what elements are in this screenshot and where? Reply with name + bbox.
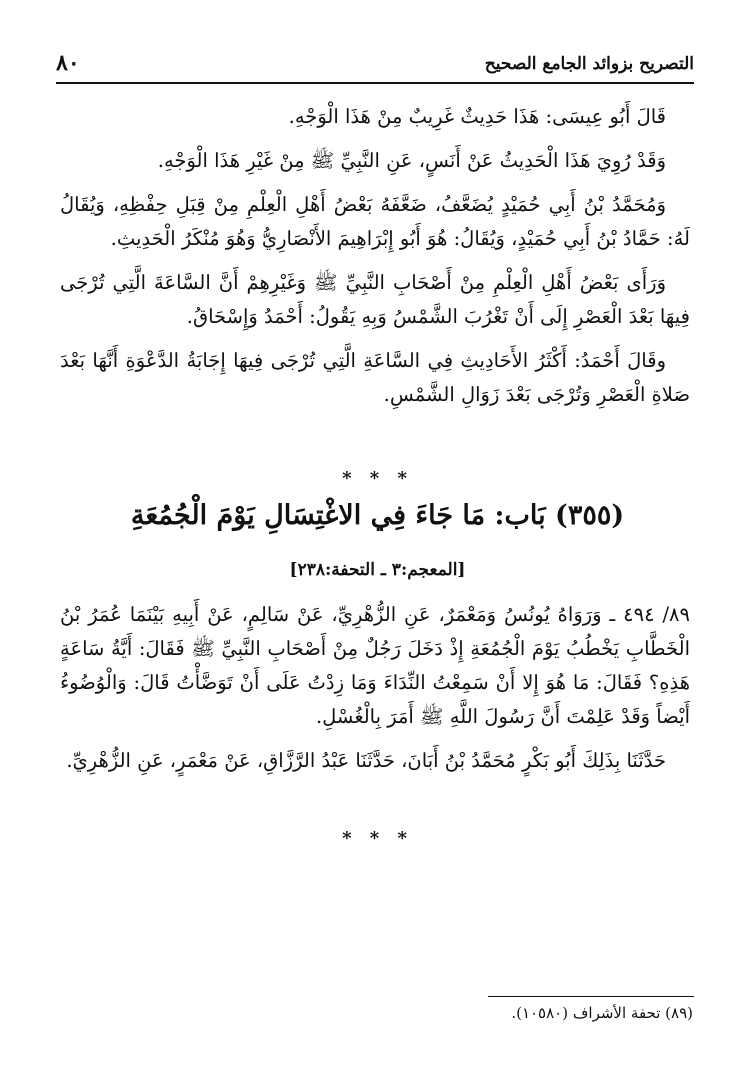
footnote: (٨٩) تحفة الأشراف (١٠٥٨٠).: [511, 1004, 693, 1022]
hadith-chain: حَدَّثَنَا بِذَلِكَ أَبُو بَكْرٍ مُحَمَّدُ بْنُ أَبَانَ، حَدَّثَنَا عَبْدُ الرَّزَّاقِ، عَنْ مَعْمَرٍ، عَنِ الزُّهْرِيِّ.: [66, 749, 666, 772]
chapter-reference: [المعجم:٣ ـ التحفة:٢٣٨]: [289, 560, 466, 580]
main-text-hadith: [60, 598, 690, 778]
paragraph: وَرَأَى بَعْضُ أَهْلِ الْعِلْمِ مِنْ أَصْحَابِ النَّبِيِّ ﷺ وَغَيْرِهِمْ أَنَّ السَّاعَةَ الَّتِي تُرْجَى فِيهَا بَعْدَ الْعَصْرِ إِلَى أَنْ تَغْرُبَ الشَّمْسُ وَبِهِ يَقُولُ: أَحْمَدُ وَإِسْحَاقُ.: [60, 271, 690, 328]
paragraph: وَقَدْ رُوِيَ هَذَا الْحَدِيثُ عَنْ أَنَسٍ، عَنِ النَّبِيِّ ﷺ مِنْ غَيْرِ هَذَا الْوَجْهِ.: [157, 149, 666, 172]
page-header: [56, 48, 694, 84]
section-separator: * * *: [342, 828, 413, 849]
section-separator: * * *: [342, 468, 413, 489]
chapter-title: (٣٥٥) بَاب: مَا جَاءَ فِي الاغْتِسَالِ يَوْمَ الْجُمُعَةِ: [130, 500, 625, 531]
paragraph: وقَالَ أَحْمَدُ: أَكْثَرُ الأَحَادِيثِ فِي السَّاعَةِ الَّتِي تُرْجَى فِيهَا إِجَابَةُ الدَّعْوَةِ أَنَّهَا بَعْدَ صَلاةِ الْعَصْرِ وَتُرْجَى بَعْدَ زَوَالِ الشَّمْسِ.: [60, 349, 690, 406]
paragraph: قَالَ أَبُو عِيسَى: هَذَا حَدِيثٌ غَرِيبٌ مِنْ هَذَا الْوَجْهِ.: [288, 105, 666, 128]
page-number: ٨٠: [56, 50, 80, 76]
hadith-text: ٨٩/ ٤٩٤ ـ وَرَوَاهُ يُونُسُ وَمَعْمَرٌ، عَنِ الزُّهْرِيِّ، عَنْ سَالِمٍ، عَنْ أَبِيهِ بَيْنَمَا عُمَرُ بْنُ الْخَطَّابِ يَخْطُبُ يَوْمَ الْجُمُعَةِ إِذْ دَخَلَ رَجُلٌ مِنْ أَصْحَابِ النَّبِيِّ ﷺ فَقَالَ: أَيَّةُ سَاعَةٍ هَذِهِ؟ فَقَالَ: مَا هُوَ إِلا أَنْ سَمِعْتُ النِّدَاءَ وَمَا زِدْتُ عَلَى أَنْ تَوَضَّأْتُ قَالَ: وَالْوُضُوءُ أَيْضاً وَقَدْ عَلِمْتَ أَنَّ رَسُولَ اللَّهِ ﷺ أَمَرَ بِالْغُسْلِ.: [60, 603, 690, 728]
main-text-top: [60, 100, 690, 412]
running-title: التصريح بزوائد الجامع الصحيح: [484, 54, 694, 74]
header-rule: [56, 82, 694, 84]
footnote-rule: [488, 996, 694, 997]
paragraph: وَمُحَمَّدُ بْنُ أَبِي حُمَيْدٍ يُضَعَّفُ، ضَعَّفَهُ بَعْضُ أَهْلِ الْعِلْمِ مِنْ قِبَلِ حِفْظِهِ، وَيُقَالُ لَهُ: حَمَّادُ بْنُ أَبِي حُمَيْدٍ، وَيُقَالُ: هُوَ أَبُو إِبْرَاهِيمَ الأَنْصَارِيُّ وَهُوَ مُنْكَرُ الْحَدِيثِ.: [60, 193, 690, 250]
